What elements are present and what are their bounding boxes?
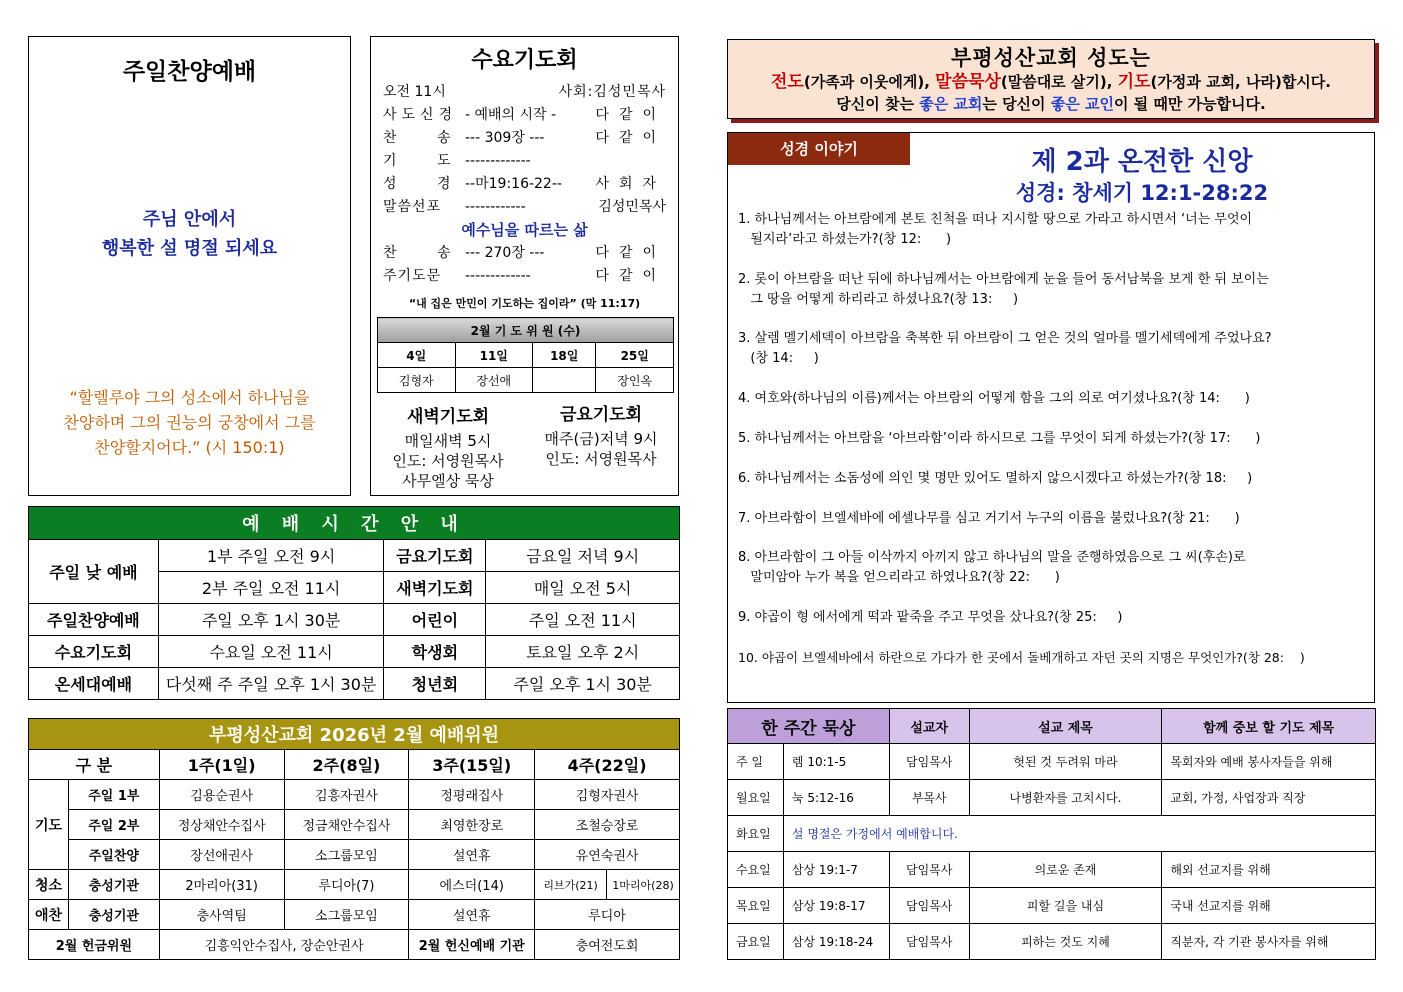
committee-row-label: 주일찬양 (68, 840, 159, 870)
order-row (383, 127, 666, 149)
question-line: 9. 야곱이 형 에서에게 떡과 팥죽을 주고 무엇을 샀나요?(창 25: ) (738, 610, 1123, 625)
order-row (383, 104, 666, 126)
times-label: 어린이 (384, 604, 486, 636)
times-label: 금요기도회 (384, 540, 486, 572)
dedication-label: 2월 헌신예배 기관 (409, 930, 535, 960)
question-line: 2. 롯이 아브람을 떠난 뒤에 하나님께서는 아브람에게 눈을 들어 동서남북을 보게 한 뒤 보이는 (738, 272, 1269, 287)
question-line: (창 14: ) (738, 351, 819, 366)
committee-col-header: 1주(1일) (159, 750, 284, 780)
meditation-day: 화요일 (728, 816, 784, 852)
times-label: 주일찬양예배 (29, 604, 159, 636)
meditation-header: 한 주간 묵상 (728, 709, 890, 744)
committee-col-header: 2주(8일) (284, 750, 409, 780)
order-left: 기 도 (383, 153, 469, 169)
bible-story-box (727, 132, 1375, 703)
question-line: 7. 아브라함이 브엘세바에 에셀나무를 심고 거기서 누구의 이름을 불렀나요?(창 21: ) (738, 511, 1240, 526)
question-line: 10. 야곱이 브엘세바에서 하란으로 가다가 한 곳에서 돌베개하고 자던 곳의 지명은 무엇인가?(창 28: ) (738, 650, 1305, 665)
order-left: 사도신경 (383, 107, 458, 123)
praise-title: 주일찬양예배 (122, 59, 257, 85)
committee-name: 김형자 (378, 368, 456, 393)
question-line: 3. 살렘 멜기세덱이 아브람을 축복한 뒤 아브람이 그 얻은 것의 얼마를 멜기세덱에게 주었나요? (738, 331, 1272, 346)
banner-text: 이 될 때만 가능합니다. (1113, 95, 1266, 113)
banner-line (728, 93, 1374, 114)
committee-cell: 소그룹모임 (284, 840, 409, 870)
meditation-prayer: 목회자와 예배 봉사자들을 위해 (1162, 744, 1376, 780)
times-title: 예 배 시 간 안 내 (29, 507, 680, 540)
order-row (383, 150, 666, 172)
dawn-title: 새벽기도회 (406, 407, 490, 427)
lesson-reference: 성경: 창세기 12:1-28:22 (1015, 181, 1269, 205)
wednesday-title: 수요기도회 (471, 48, 578, 73)
committee-title: 부평성산교회 2026년 2월 예배위원 (29, 719, 680, 750)
meditation-preacher: 부목사 (889, 780, 969, 816)
meditation-prayer: 교회, 가정, 사업장과 직장 (1162, 780, 1376, 816)
times-label: 학생회 (384, 636, 486, 668)
motto-word: 전도 (771, 72, 804, 92)
committee-date: 11일 (455, 343, 533, 368)
committee-cell: 설연휴 (409, 840, 535, 870)
banner-line (728, 67, 1374, 92)
order-left: 찬 송 (383, 245, 469, 261)
quiz-question (738, 210, 1366, 250)
meditation-preacher: 담임목사 (889, 888, 969, 924)
meditation-day: 수요일 (728, 852, 784, 888)
weekly-meditation-table (727, 708, 1376, 960)
times-value: 금요일 저녁 9시 (486, 540, 680, 572)
committee-name: 장선애 (455, 368, 533, 393)
order-row (383, 242, 666, 264)
order-mid: ------------- (465, 268, 531, 284)
committee-col-header: 3주(15일) (409, 750, 535, 780)
order-mid: --- 309장 --- (465, 130, 545, 146)
committee-cell: 1마리아(28) (607, 870, 680, 900)
committee-group-label: 기도 (29, 780, 69, 870)
friday-title: 금요기도회 (559, 405, 643, 425)
committee-name: 장인옥 (596, 368, 674, 393)
motto-note: (가족과 이웃에게), (803, 73, 930, 91)
committee-col-header: 4주(22일) (535, 750, 680, 780)
psalm-verse (39, 385, 340, 460)
meditation-passage: 눅 5:12-16 (783, 780, 889, 816)
dawn-line: 인도: 서영원목사 (392, 452, 504, 470)
order-mid: --마19:16-22-- (465, 176, 562, 192)
order-mid: ------------ (465, 199, 526, 215)
quiz-question (738, 469, 1366, 489)
question-line: 8. 아브라함이 그 아들 이삭까지 아끼지 않고 하나님의 말을 준행하였음으로 그 씨(후손)로 (738, 550, 1246, 565)
meditation-prayer: 국내 선교지를 위해 (1162, 888, 1376, 924)
committee-group-label: 애찬 (29, 900, 69, 930)
order-mid: - 예배의 시작 - (465, 107, 557, 123)
question-line: 4. 여호와(하나님의 이름)께서는 아브람의 어떻게 함을 그의 의로 여기셨나요?(창 14: ) (738, 391, 1250, 406)
committee-cell: 유연숙권사 (535, 840, 680, 870)
committee-cell: 에스더(14) (409, 870, 535, 900)
motto-note: (말씀대로 살기), (1000, 73, 1113, 91)
meditation-day: 목요일 (728, 888, 784, 924)
order-left: 성 경 (383, 176, 469, 192)
order-mid: --- 270장 --- (465, 245, 545, 261)
times-label: 청년회 (384, 668, 486, 700)
committee-date: 25일 (596, 343, 674, 368)
order-row (383, 81, 666, 103)
motto-note: (가정과 교회, 나라)합시다. (1150, 73, 1331, 91)
banner-title: 부평성산교회 성도는 (951, 46, 1151, 70)
bible-story-tag: 성경 이야기 (728, 133, 910, 165)
question-line: 그 땅을 어떻게 하리라고 하셨나요?(창 13: ) (738, 292, 1019, 307)
worship-committee-table (28, 718, 680, 960)
meditation-header: 설교자 (889, 709, 969, 744)
meditation-passage: 삼상 19:8-17 (783, 888, 889, 924)
dedication-value: 충여전도회 (535, 930, 680, 960)
order-left: 찬 송 (383, 130, 469, 146)
dawn-line: 사무엘상 묵상 (402, 472, 494, 490)
order-row (383, 196, 666, 218)
question-line: 5. 하나님께서는 아브람을 ‘아브라함’이라 하시므로 그를 무엇이 되게 하셨는가?(창 17: ) (738, 431, 1261, 446)
holiday-greeting (29, 205, 350, 263)
times-value: 매일 오전 5시 (486, 572, 680, 604)
meditation-passage: 삼상 19:1-7 (783, 852, 889, 888)
committee-cell: 설연휴 (409, 900, 535, 930)
meditation-title: 의로운 존재 (969, 852, 1162, 888)
mark-quote: “내 집은 만민이 기도하는 집이라” (막 11:17) (408, 297, 641, 310)
committee-cell: 김용순권사 (159, 780, 284, 810)
order-mid: ------------- (465, 153, 531, 169)
times-value: 다섯째 주 주일 오후 1시 30분 (158, 668, 384, 700)
quiz-question (738, 648, 1366, 668)
order-right: 사회자 (595, 176, 666, 192)
order-right: 다같이 (595, 268, 666, 284)
order-right: 다같이 (595, 130, 666, 146)
meditation-preacher: 담임목사 (889, 852, 969, 888)
times-value: 주일 오후 1시 30분 (158, 604, 384, 636)
question-line: 될지라’라고 하셨는가?(창 12: ) (738, 232, 952, 247)
question-line: 6. 하나님께서는 소돔성에 의인 몇 명만 있어도 멸하지 않으시겠다고 하셨는가?(창 18: ) (738, 471, 1253, 486)
meditation-header: 설교 제목 (969, 709, 1162, 744)
greeting-line: 행복한 설 명절 되세요 (101, 238, 278, 259)
quiz-question (738, 389, 1366, 409)
committee-cell: 최영한장로 (409, 810, 535, 840)
prayer-committee-title: 2월 기 도 위 원 (수) (378, 318, 674, 343)
committee-cell: 충사역팀 (159, 900, 284, 930)
committee-row-label: 충성기관 (68, 870, 159, 900)
times-value: 1부 주일 오전 9시 (158, 540, 384, 572)
order-left: 주기도문 (383, 268, 442, 284)
committee-cell: 2마리아(31) (159, 870, 284, 900)
committee-cell: 정평래집사 (409, 780, 535, 810)
order-right: 다같이 (595, 107, 666, 123)
quiz-question (738, 329, 1366, 369)
meditation-preacher: 담임목사 (889, 924, 969, 960)
quiz-question (738, 608, 1366, 628)
worship-times-table (28, 506, 680, 700)
meditation-header: 함께 중보 할 기도 제목 (1162, 709, 1376, 744)
meditation-title: 나병환자를 고치시다. (969, 780, 1162, 816)
meditation-title: 피할 길을 내심 (969, 888, 1162, 924)
quiz-question (738, 429, 1366, 449)
committee-row-label: 충성기관 (68, 900, 159, 930)
order-left: 오전 11시 (383, 84, 446, 100)
meditation-day: 주 일 (728, 744, 784, 780)
friday-line: 매주(금)저녁 9시 (544, 430, 658, 448)
meditation-prayer: 해외 선교지를 위해 (1162, 852, 1376, 888)
lesson-title: 제 2과 온전한 신앙 (1031, 147, 1253, 177)
banner-highlight: 좋은 교회 (919, 95, 983, 113)
meditation-preacher: 담임목사 (889, 744, 969, 780)
times-value: 토요일 오후 2시 (486, 636, 680, 668)
banner-highlight: 좋은 교인 (1050, 95, 1114, 113)
banner-text: 당신이 찾는 (836, 95, 920, 113)
offering-label: 2월 헌금위원 (29, 930, 160, 960)
greeting-line: 주님 안에서 (142, 209, 237, 230)
committee-row-label: 주일 1부 (68, 780, 159, 810)
meditation-day: 월요일 (728, 780, 784, 816)
order-row (383, 265, 666, 287)
times-value: 수요일 오전 11시 (158, 636, 384, 668)
times-label: 수요기도회 (29, 636, 159, 668)
sermon-title: 예수님을 따르는 삶 (461, 221, 588, 239)
order-left: 말씀선포 (383, 199, 442, 215)
meditation-title: 헛된 것 두려워 마라 (969, 744, 1162, 780)
times-label: 주일 낮 예배 (29, 540, 159, 604)
church-motto-banner (727, 39, 1375, 119)
committee-cell: 리브가(21) (535, 870, 607, 900)
meditation-title: 피하는 것도 지혜 (969, 924, 1162, 960)
praise-worship-box (28, 36, 351, 496)
meditation-passage: 삼상 19:18-24 (783, 924, 889, 960)
banner-text: 는 당신이 (982, 95, 1051, 113)
motto-word: 기도 (1117, 72, 1151, 92)
motto-word: 말씀묵상 (935, 72, 1001, 92)
question-line: 1. 하나님께서는 아브람에게 본토 친척을 떠나 지시할 땅으로 가라고 하시면서 ‘너는 무엇이 (738, 212, 1253, 227)
verse-line: “할렐루야 그의 성소에서 하나님을 (69, 388, 310, 407)
friday-line: 인도: 서영원목사 (545, 450, 657, 468)
quiz-question (738, 509, 1366, 529)
holiday-notice: 설 명절은 가정에서 예배합니다. (783, 816, 1375, 852)
committee-name (533, 368, 596, 393)
quiz-question (738, 270, 1366, 310)
committee-cell: 김형자권사 (535, 780, 680, 810)
committee-date: 4일 (378, 343, 456, 368)
order-right: 사회:김성민목사 (558, 84, 666, 100)
committee-cell: 루디아 (535, 900, 680, 930)
committee-cell: 정금채안수집사 (284, 810, 409, 840)
meditation-passage: 렘 10:1-5 (783, 744, 889, 780)
committee-group-label: 청소 (29, 870, 69, 900)
order-row (383, 173, 666, 195)
times-label: 온세대예배 (29, 668, 159, 700)
verse-line: 찬양할지어다.” (시 150:1) (94, 438, 285, 457)
committee-cell: 조철승장로 (535, 810, 680, 840)
times-label: 새벽기도회 (384, 572, 486, 604)
committee-cell: 루디아(7) (284, 870, 409, 900)
wednesday-prayer-box (370, 36, 679, 496)
prayer-committee-table (377, 317, 674, 393)
committee-col-header: 구 분 (29, 750, 160, 780)
meditation-day: 금요일 (728, 924, 784, 960)
committee-cell: 김흥자권사 (284, 780, 409, 810)
offering-names: 김흥익안수집사, 장순안권사 (159, 930, 409, 960)
quiz-question (738, 548, 1366, 588)
friday-prayer-info (531, 405, 671, 469)
order-right: 다같이 (595, 245, 666, 261)
committee-cell: 소그룹모임 (284, 900, 409, 930)
meditation-prayer: 직분자, 각 기관 봉사자를 위해 (1162, 924, 1376, 960)
times-value: 주일 오전 11시 (486, 604, 680, 636)
committee-date: 18일 (533, 343, 596, 368)
verse-line: 찬양하며 그의 권능의 궁창에서 그를 (63, 413, 316, 432)
order-right: 김성민목사 (598, 199, 666, 215)
dawn-line: 매일새벽 5시 (404, 432, 492, 450)
question-line: 말미암아 누가 복을 얻으리라고 하였나요?(창 22: ) (738, 570, 1060, 585)
committee-cell: 장선애권사 (159, 840, 284, 870)
times-value: 2부 주일 오전 11시 (158, 572, 384, 604)
committee-row-label: 주일 2부 (68, 810, 159, 840)
dawn-prayer-info (383, 407, 513, 491)
committee-cell: 정상채안수집사 (159, 810, 284, 840)
times-value: 주일 오후 1시 30분 (486, 668, 680, 700)
